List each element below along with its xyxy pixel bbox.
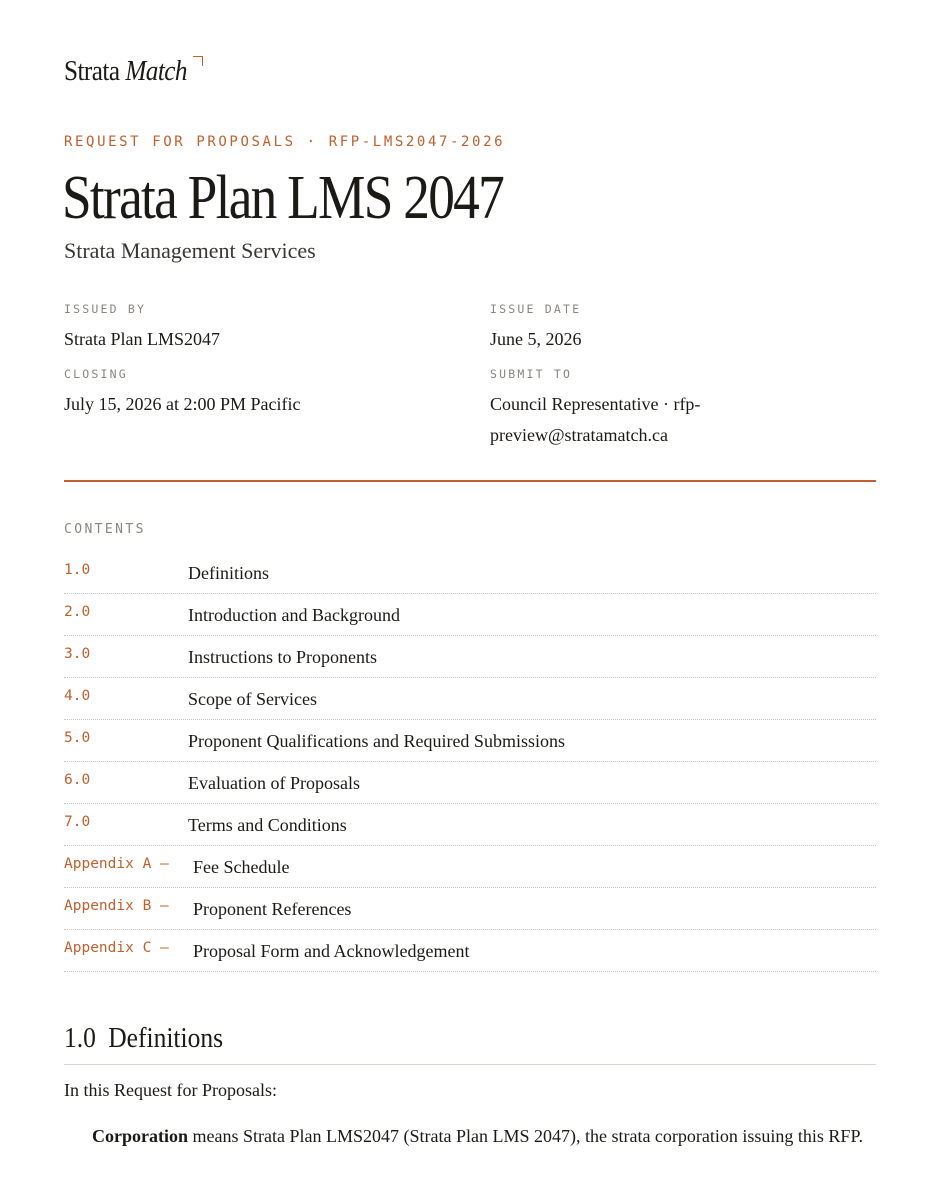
issued-by-value: Strata Plan LMS2047	[64, 329, 220, 349]
toc-item-appendix-a[interactable]	[64, 846, 876, 888]
definition-term: Corporation	[92, 1126, 188, 1146]
toc-item-number: 5.0	[64, 730, 91, 746]
toc-item-title[interactable]: Proponent Qualifications and Required Submissions	[188, 731, 565, 751]
rfp-kicker: REQUEST FOR PROPOSALS · RFP-LMS2047-2026	[64, 134, 506, 150]
toc-item-title[interactable]: Evaluation of Proposals	[188, 773, 360, 793]
section-heading-definitions	[64, 1022, 876, 1065]
toc-item-number: 1.0	[64, 562, 91, 578]
submit-to-value: Council Representative · rfp-preview@stratamatch.ca	[490, 394, 701, 445]
toc-item-terms[interactable]	[64, 804, 876, 846]
issue-date-value: June 5, 2026	[490, 329, 582, 349]
section-title: Definitions	[108, 1022, 224, 1054]
closing-value: July 15, 2026 at 2:00 PM Pacific	[64, 394, 301, 414]
corner-mark-icon	[193, 56, 203, 66]
toc-item-qualifications[interactable]	[64, 720, 876, 762]
issued-by-label: ISSUED BY	[64, 302, 147, 316]
toc-item-number: 6.0	[64, 772, 91, 788]
toc-item-title[interactable]: Fee Schedule	[193, 857, 290, 877]
brand-name-match: Match	[125, 56, 188, 87]
toc-item-title[interactable]: Introduction and Background	[188, 605, 400, 625]
toc-item-title[interactable]: Terms and Conditions	[188, 815, 347, 835]
toc-item-number: Appendix A —	[64, 856, 169, 872]
toc-item-introduction[interactable]	[64, 594, 876, 636]
toc-item-instructions[interactable]	[64, 636, 876, 678]
definition-corporation	[92, 1121, 882, 1152]
toc-item-number: Appendix B —	[64, 898, 169, 914]
toc-item-evaluation[interactable]	[64, 762, 876, 804]
toc-item-number: 4.0	[64, 688, 91, 704]
contents-label: CONTENTS	[64, 522, 146, 537]
section-heading-inner	[64, 1022, 223, 1055]
brand-logo[interactable]	[64, 56, 187, 88]
submit-to-label: SUBMIT TO	[490, 367, 573, 381]
page-subtitle: Strata Management Services	[64, 238, 316, 263]
toc-item-number: Appendix C —	[64, 940, 169, 956]
issue-date-label: ISSUE DATE	[490, 302, 582, 316]
closing-label: CLOSING	[64, 367, 128, 381]
toc-item-title[interactable]: Proponent References	[193, 899, 352, 919]
toc-item-title[interactable]: Scope of Services	[188, 689, 317, 709]
toc-item-title[interactable]: Proposal Form and Acknowledgement	[193, 941, 470, 961]
brand-name-strata: Strata	[64, 56, 120, 87]
toc-item-number: 2.0	[64, 604, 91, 620]
section-number: 1.0	[64, 1022, 96, 1054]
definition-text: means Strata Plan LMS2047 (Strata Plan LMS 2047), the strata corporation issuing this RFP.	[188, 1126, 863, 1146]
section-intro: In this Request for Proposals:	[64, 1080, 277, 1100]
toc-item-definitions[interactable]	[64, 552, 876, 594]
header-divider	[64, 480, 876, 482]
toc-item-number: 3.0	[64, 646, 91, 662]
toc-item-title[interactable]: Definitions	[188, 563, 269, 583]
page-title: Strata Plan LMS 2047	[62, 164, 504, 232]
toc-item-number: 7.0	[64, 814, 91, 830]
toc-item-scope[interactable]	[64, 678, 876, 720]
table-of-contents	[64, 552, 876, 972]
toc-item-title[interactable]: Instructions to Proponents	[188, 647, 377, 667]
toc-item-appendix-c[interactable]	[64, 930, 876, 972]
toc-item-appendix-b[interactable]	[64, 888, 876, 930]
